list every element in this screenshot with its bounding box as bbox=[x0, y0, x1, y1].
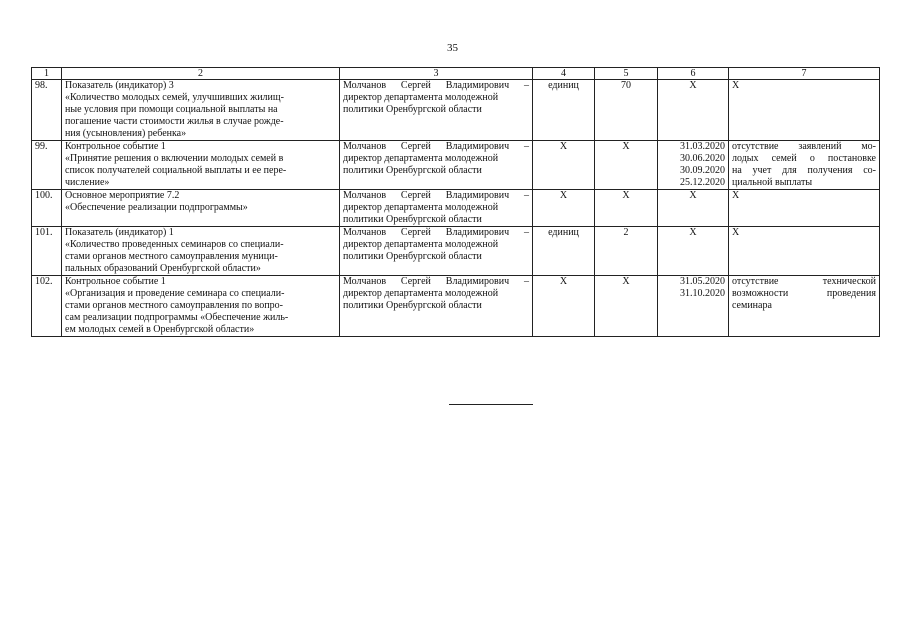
note-cell bbox=[729, 80, 880, 141]
note-line: циальной выплаты bbox=[732, 177, 813, 188]
note-cell bbox=[729, 227, 880, 276]
responsible-line: политики Оренбургской области bbox=[343, 165, 482, 176]
date-line: X bbox=[689, 227, 697, 238]
event-name-line: «Принятие решения о включении молодых семей в bbox=[65, 153, 284, 164]
value-cell: X bbox=[595, 276, 658, 337]
row-number: 99. bbox=[32, 141, 62, 190]
event-name-line: ем молодых семей в Оренбургской области» bbox=[65, 324, 255, 335]
event-name-line: погашение части стоимости жилья в случае рожде- bbox=[65, 116, 284, 127]
event-name-line: Контрольное событие 1 bbox=[65, 141, 166, 152]
date-line: 31.05.2020 bbox=[680, 276, 725, 287]
note-line: X bbox=[732, 190, 740, 201]
note-line: возможности проведения bbox=[732, 288, 876, 299]
row-number: 102. bbox=[32, 276, 62, 337]
event-name-line: стами органов местного самоуправления муници- bbox=[65, 251, 278, 262]
event-name bbox=[62, 276, 340, 337]
note-line: лодых семей о постановке bbox=[732, 153, 876, 164]
page-number: 35 bbox=[447, 42, 458, 54]
event-name bbox=[62, 227, 340, 276]
table-row bbox=[32, 190, 880, 227]
column-header: 3 bbox=[340, 68, 533, 80]
date-line: 25.12.2020 bbox=[680, 177, 725, 188]
responsible-line: политики Оренбургской области bbox=[343, 104, 482, 115]
note-line: X bbox=[732, 227, 740, 238]
table-row bbox=[32, 80, 880, 141]
responsible-person bbox=[340, 276, 533, 337]
event-name bbox=[62, 190, 340, 227]
unit-cell: X bbox=[533, 141, 595, 190]
note-line: отсутствие заявлений мо- bbox=[732, 141, 876, 152]
responsible-person bbox=[340, 141, 533, 190]
responsible-line: директор департамента молодежной bbox=[343, 202, 499, 213]
value-cell: X bbox=[595, 190, 658, 227]
column-header: 7 bbox=[729, 68, 880, 80]
note-cell bbox=[729, 190, 880, 227]
value-cell: X bbox=[595, 141, 658, 190]
responsible-person bbox=[340, 227, 533, 276]
responsible-line: директор департамента молодежной bbox=[343, 288, 499, 299]
row-number: 100. bbox=[32, 190, 62, 227]
value-cell: 70 bbox=[595, 80, 658, 141]
dates-cell bbox=[658, 80, 729, 141]
table-row bbox=[32, 276, 880, 337]
event-name-line: «Обеспечение реализации подпрограммы» bbox=[65, 202, 248, 213]
unit-cell: X bbox=[533, 276, 595, 337]
date-line: 30.09.2020 bbox=[680, 165, 725, 176]
event-name bbox=[62, 80, 340, 141]
unit-cell: единиц bbox=[533, 80, 595, 141]
date-line: X bbox=[689, 80, 697, 91]
column-header: 1 bbox=[32, 68, 62, 80]
dates-cell bbox=[658, 141, 729, 190]
value-cell: 2 bbox=[595, 227, 658, 276]
responsible-line: политики Оренбургской области bbox=[343, 214, 482, 225]
event-name-line: «Количество молодых семей, улучшивших жилищ- bbox=[65, 92, 284, 103]
table-row bbox=[32, 141, 880, 190]
date-line: 31.10.2020 bbox=[680, 288, 725, 299]
event-name bbox=[62, 141, 340, 190]
responsible-line: Молчанов Сергей Владимирович – bbox=[343, 276, 529, 287]
date-line: X bbox=[689, 190, 697, 201]
responsible-line: директор департамента молодежной bbox=[343, 239, 499, 250]
responsible-person bbox=[340, 80, 533, 141]
note-cell bbox=[729, 141, 880, 190]
event-name-line: стами органов местного самоуправления по вопро- bbox=[65, 300, 283, 311]
event-name-line: числение» bbox=[65, 177, 110, 188]
event-name-line: пальных образований Оренбургской области» bbox=[65, 263, 261, 274]
event-name-line: Контрольное событие 1 bbox=[65, 276, 166, 287]
responsible-line: политики Оренбургской области bbox=[343, 300, 482, 311]
responsible-line: Молчанов Сергей Владимирович – bbox=[343, 190, 529, 201]
event-name-line: Основное мероприятие 7.2 bbox=[65, 190, 180, 201]
event-name-line: ния (усыновления) ребенка» bbox=[65, 128, 187, 139]
responsible-line: директор департамента молодежной bbox=[343, 153, 499, 164]
unit-cell: X bbox=[533, 190, 595, 227]
event-name-line: Показатель (индикатор) 1 bbox=[65, 227, 174, 238]
unit-cell: единиц bbox=[533, 227, 595, 276]
note-line: X bbox=[732, 80, 740, 91]
plan-table bbox=[31, 67, 880, 337]
responsible-person bbox=[340, 190, 533, 227]
table-row bbox=[32, 227, 880, 276]
note-cell bbox=[729, 276, 880, 337]
date-line: 30.06.2020 bbox=[680, 153, 725, 164]
responsible-line: политики Оренбургской области bbox=[343, 251, 482, 262]
event-name-line: Показатель (индикатор) 3 bbox=[65, 80, 174, 91]
header-row bbox=[32, 68, 880, 80]
column-header: 6 bbox=[658, 68, 729, 80]
dates-cell bbox=[658, 227, 729, 276]
note-line: отсутствие технической bbox=[732, 276, 876, 287]
dates-cell bbox=[658, 190, 729, 227]
note-line: семинара bbox=[732, 300, 772, 311]
responsible-line: директор департамента молодежной bbox=[343, 92, 499, 103]
row-number: 101. bbox=[32, 227, 62, 276]
event-name-line: «Количество проведенных семинаров со специали- bbox=[65, 239, 284, 250]
dates-cell bbox=[658, 276, 729, 337]
event-name-line: ные условия при помощи социальной выплаты на bbox=[65, 104, 278, 115]
event-name-line: «Организация и проведение семинара со специали- bbox=[65, 288, 285, 299]
event-name-line: сам реализации подпрограммы «Обеспечение жиль- bbox=[65, 312, 289, 323]
event-name-line: список получателей социальной выплаты и ее пере- bbox=[65, 165, 287, 176]
row-number: 98. bbox=[32, 80, 62, 141]
note-line: на учет для получения со- bbox=[732, 165, 876, 176]
responsible-line: Молчанов Сергей Владимирович – bbox=[343, 227, 529, 238]
responsible-line: Молчанов Сергей Владимирович – bbox=[343, 80, 529, 91]
responsible-line: Молчанов Сергей Владимирович – bbox=[343, 141, 529, 152]
column-header: 4 bbox=[533, 68, 595, 80]
date-line: 31.03.2020 bbox=[680, 141, 725, 152]
column-header: 5 bbox=[595, 68, 658, 80]
end-of-document-rule bbox=[449, 404, 533, 405]
column-header: 2 bbox=[62, 68, 340, 80]
